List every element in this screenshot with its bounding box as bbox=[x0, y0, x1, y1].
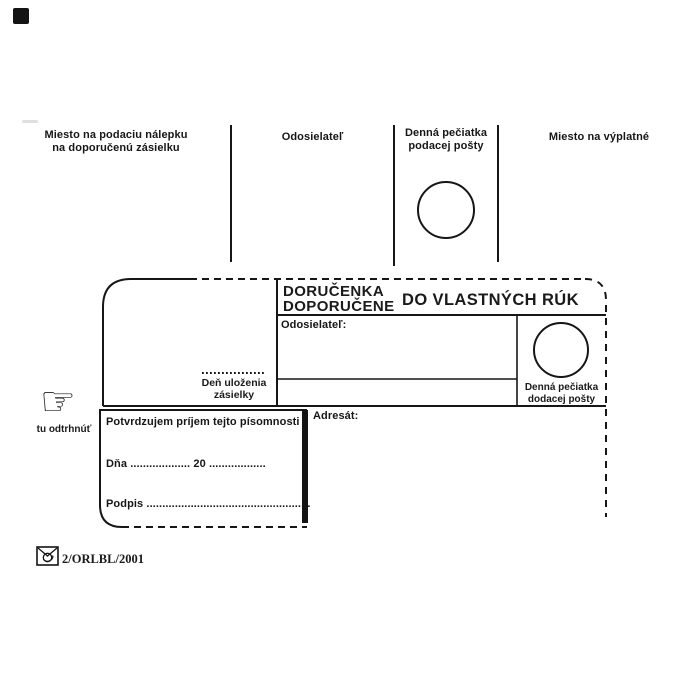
label-postage-area: Miesto na výplatné bbox=[548, 131, 650, 143]
deposit-date-caption: Deň uloženia zásielky bbox=[201, 377, 267, 401]
delivery-stamp-circle bbox=[534, 323, 588, 377]
form-code: 2/ORLBL/2001 bbox=[62, 552, 144, 566]
label-posting-sticker-area: Miesto na podaciu nálepku na doporučenú zásielku bbox=[44, 129, 188, 154]
posting-stamp-circle bbox=[418, 182, 474, 238]
sender-field-label: Odosielateľ: bbox=[281, 319, 347, 331]
label-sender-top: Odosielateľ bbox=[281, 131, 344, 143]
addressee-field-label: Adresát: bbox=[313, 410, 359, 422]
receipt-confirmation-text: Potvrdzujem príjem tejto písomnosti bbox=[106, 416, 300, 428]
posthorn-logo-icon bbox=[36, 546, 59, 566]
tear-off-label: tu odtrhnúť bbox=[36, 424, 92, 435]
receipt-date-line: Dňa ................... 20 .................. bbox=[106, 458, 266, 470]
card-title-left: DORUČENKA DOPORUČENE bbox=[283, 283, 395, 315]
receipt-signature-line: Podpis .................................................... bbox=[106, 498, 311, 510]
card-left-solid-border bbox=[103, 279, 190, 406]
delivery-stamp-caption: Denná pečiatka dodacej pošty bbox=[524, 382, 599, 405]
manicule-icon: ☞ bbox=[40, 379, 76, 425]
card-title-right: DO VLASTNÝCH RÚK bbox=[402, 291, 579, 309]
label-posting-stamp: Denná pečiatka podacej pošty bbox=[404, 127, 488, 152]
